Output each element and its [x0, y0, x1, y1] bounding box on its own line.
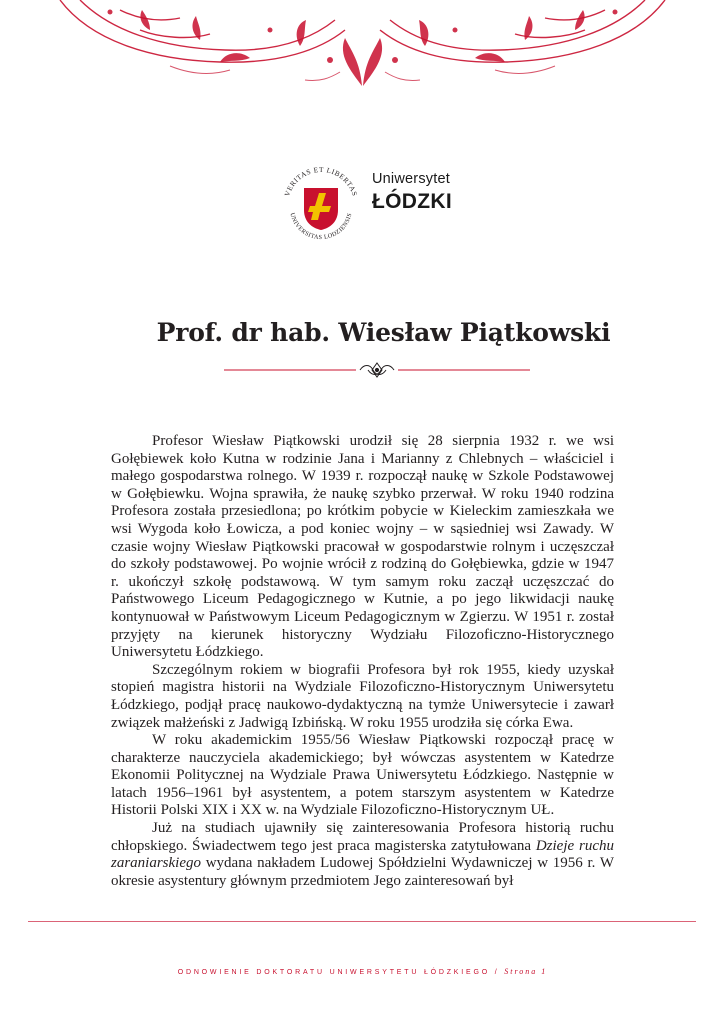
footer-text: ODNOWIENIE DOKTORATU UNIWERSYTETU ŁÓDZKIEGO [177, 969, 490, 976]
title-divider [224, 359, 530, 381]
decorative-ornament-top [0, 0, 725, 86]
page-title: Prof. dr hab. Wiesław Piątkowski [156, 318, 611, 347]
university-name-line1: Uniwersytet [372, 171, 450, 187]
paragraph: Profesor Wiesław Piątkowski urodził się 28 sierpnia 1932 r. we wsi Gołębiewek koło Kutna w rodzinie Jana i Marianny z Chlebnych – właściciel i małego gospodarstwa rolnego. W 1939 r. rozpoczął naukę w Szkole Podstawowej w Gołębiewku. Wojna sprawiła, że naukę szybko przerwał. W roku 1940 rodzina Profesora została przesiedlona; po krótkim pobycie w Kieleckim zamieszkała we wsi Wygoda koło Łowicza, a pod koniec wojny – w sąsiedniej wsi Zawady. W czasie wojny Wiesław Piątkowski pracował w gospodarstwie rolnym i uczęszczał do szkoły podstawowej. Po wojnie wrócił z rodziną do Gołębiewka, gdzie w 1947 r. ukończył szkołę podstawową. W tym samym roku zaczął uczęszczać do Państwowego Liceum Pedagogicznego w Kutnie, a po jego likwidacji naukę kontynuował w Państwowym Liceum Pedagogicznym w Zgierzu. W 1951 r. został przyjęty na kierunek historyczny Wydziału Filozoficzno-Historycznego Uniwersytetu Łódzkiego. [111, 433, 614, 661]
page-footer [0, 967, 725, 976]
university-name-line2: ŁÓDZKI [372, 189, 452, 213]
footer-divider [28, 921, 696, 922]
thesis-title: Dzieje ruchu zaraniarskiego [111, 837, 614, 872]
biography-text [111, 433, 614, 890]
paragraph: Szczególnym rokiem w biografii Profesora był rok 1955, kiedy uzyskał stopień magistra historii na Wydziale Filozoficzno-Historycznym Uniwersytetu Łódzkiego, podjął pracę naukowo-dydaktyczną na tymże Uniwersytecie i zawarł związek małżeński z Jadwigą Izbińską. W roku 1955 urodziła się córka Ewa. [111, 661, 614, 731]
paragraph: Już na studiach ujawniły się zainteresowania Profesora historią ruchu chłopskiego. Świadectwem tego jest praca magisterska zatytułowana Dzieje ruchu zaraniarskiego wydana nakładem Ludowej Spółdzielni Wydawniczej w 1956 r. W okresie asystentury głównym przedmiotem Jego zainteresowań był [111, 820, 614, 889]
university-logo [276, 160, 466, 250]
footer-separator: / [494, 969, 500, 976]
svg-text:UNIVERSITAS LODZIENSIS: UNIVERSITAS LODZIENSIS [288, 212, 354, 242]
divider-ornament-icon [360, 363, 394, 377]
svg-text:VERITAS ET LIBERTAS: VERITAS ET LIBERTAS [283, 165, 359, 198]
university-seal-icon [276, 160, 366, 250]
paragraph: W roku akademickim 1955/56 Wiesław Piątkowski rozpoczął pracę w charakterze nauczyciela akademickiego; był wówczas asystentem w Katedrze Ekonomii Politycznej na Wydziale Prawa Uniwersytetu Łódzkiego. Następnie w latach 1956–1961 był asystentem, a potem starszym asystentem w Katedrze Historii Polski XIX i XX w. na Wydziale Filozoficzno-Historycznym UŁ. [111, 732, 614, 819]
page-number: Strona 1 [504, 967, 548, 976]
